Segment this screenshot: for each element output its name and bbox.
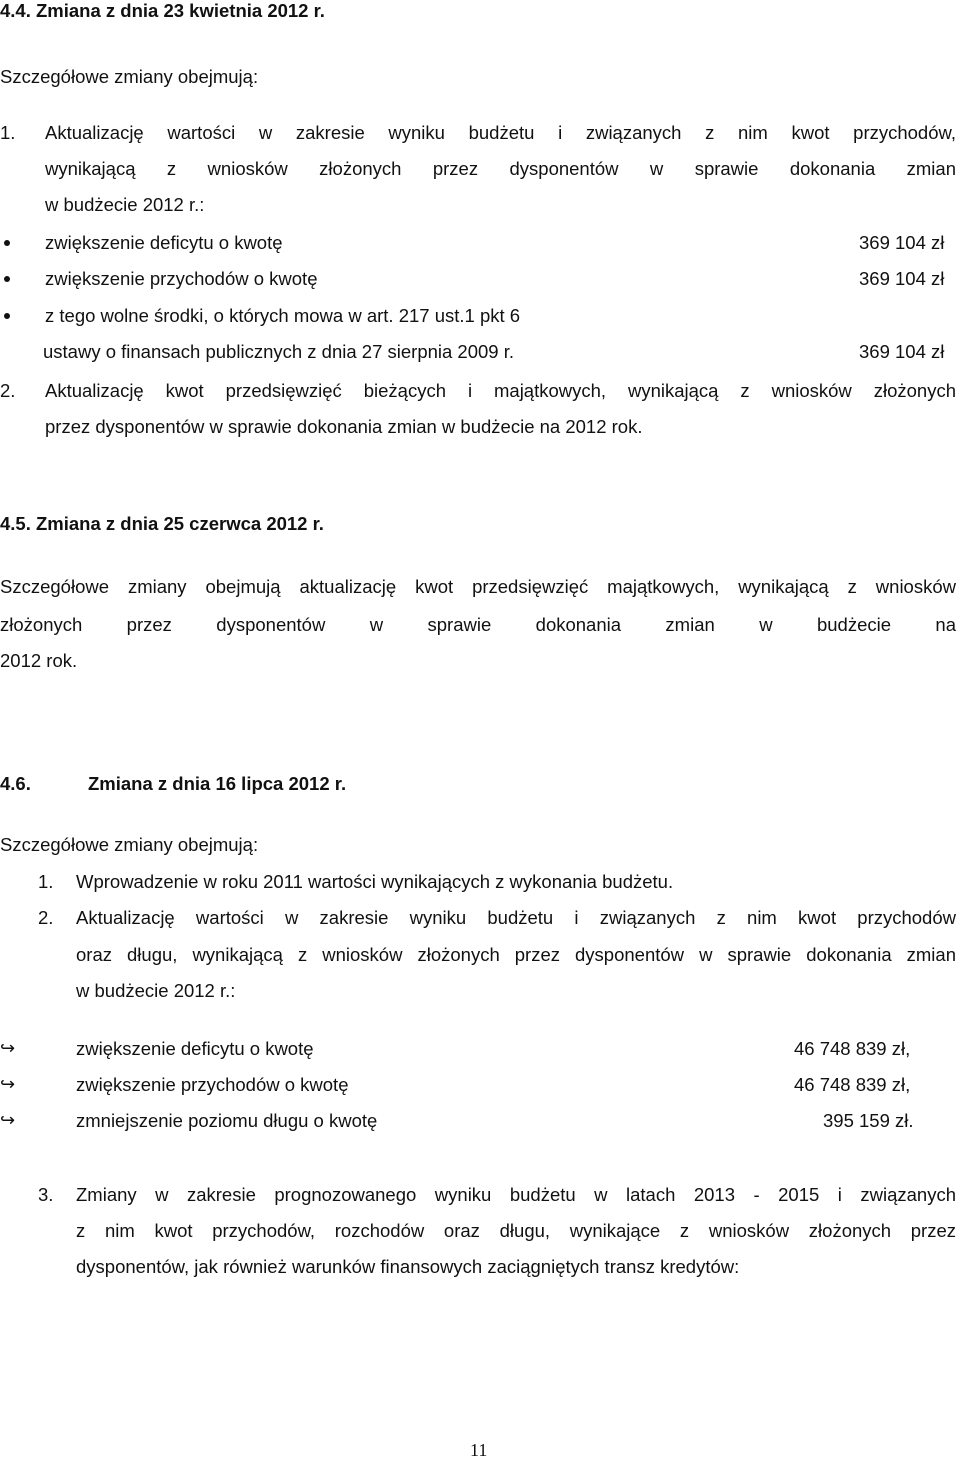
item-number: 1.	[0, 122, 16, 143]
bullet-amount: 369 104 zł	[859, 232, 945, 253]
paragraph-line: Aktualizację wartości w zakresie wyniku budżetu i związanych z nim kwot przychodów,	[45, 122, 956, 143]
section-heading-4-4: 4.4. Zmiana z dnia 23 kwietnia 2012 r.	[0, 0, 325, 21]
paragraph-line: dysponentów, jak również warunków finansowych zaciągniętych transz kredytów:	[76, 1256, 740, 1277]
arrow-item-amount: 46 748 839 zł,	[794, 1074, 911, 1095]
section-heading-4-5: 4.5. Zmiana z dnia 25 czerwca 2012 r.	[0, 513, 324, 534]
paragraph-line: w budżecie 2012 r.:	[45, 194, 205, 215]
bullet-label: zwiększenie deficytu o kwotę	[45, 232, 283, 253]
arrow-item-label: zwiększenie deficytu o kwotę	[76, 1038, 314, 1059]
section-heading-4-6: Zmiana z dnia 16 lipca 2012 r.	[88, 773, 347, 794]
arrow-icon: ↪	[0, 1110, 16, 1131]
bullet-amount: 369 104 zł	[859, 268, 945, 289]
arrow-item-amount: 395 159 zł.	[823, 1110, 914, 1131]
paragraph-line: w budżecie 2012 r.:	[76, 980, 236, 1001]
item-number: 1.	[38, 871, 54, 892]
paragraph-line: Aktualizację wartości w zakresie wyniku budżetu i związanych z nim kwot przychodów	[76, 907, 956, 928]
arrow-item-label: zmniejszenie poziomu długu o kwotę	[76, 1110, 378, 1131]
bullet-label: z tego wolne środki, o których mowa w art. 217 ust.1 pkt 6	[45, 305, 521, 326]
section-number-4-6: 4.6.	[0, 773, 31, 794]
paragraph-line: Wprowadzenie w roku 2011 wartości wynikających z wykonania budżetu.	[76, 871, 674, 892]
page-number: 11	[470, 1440, 488, 1460]
bullet-amount: 369 104 zł	[859, 341, 945, 362]
item-number: 2.	[0, 380, 16, 401]
bullet-icon	[4, 276, 10, 282]
bullet-icon	[4, 240, 10, 246]
section-intro-4-6: Szczegółowe zmiany obejmują:	[0, 834, 259, 855]
bullet-icon	[4, 313, 10, 319]
bullet-label-continued: ustawy o finansach publicznych z dnia 27 sierpnia 2009 r.	[43, 341, 515, 362]
paragraph-line: 2012 rok.	[0, 650, 78, 671]
paragraph-line: wynikającą z wniosków złożonych przez dysponentów w sprawie dokonania zmian	[45, 158, 956, 179]
arrow-icon: ↪	[0, 1038, 16, 1059]
arrow-item-label: zwiększenie przychodów o kwotę	[76, 1074, 349, 1095]
paragraph-line: oraz długu, wynikającą z wniosków złożonych przez dysponentów w sprawie dokonania zmian	[76, 944, 956, 965]
paragraph-line: Szczegółowe zmiany obejmują aktualizację kwot przedsięwzięć majątkowych, wynikającą z wniosków	[0, 576, 956, 597]
paragraph-line: z nim kwot przychodów, rozchodów oraz długu, wynikające z wniosków złożonych przez	[76, 1220, 956, 1241]
paragraph-line: przez dysponentów w sprawie dokonania zmian w budżecie na 2012 rok.	[45, 416, 643, 437]
section-intro-4-4: Szczegółowe zmiany obejmują:	[0, 66, 259, 87]
item-number: 3.	[38, 1184, 54, 1205]
paragraph-line: Zmiany w zakresie prognozowanego wyniku budżetu w latach 2013 - 2015 i związanych	[76, 1184, 956, 1205]
paragraph-line: Aktualizację kwot przedsięwzięć bieżących i majątkowych, wynikającą z wniosków złożonych	[45, 380, 956, 401]
paragraph-line: złożonych przez dysponentów w sprawie dokonania zmian w budżecie na	[0, 614, 956, 635]
item-number: 2.	[38, 907, 54, 928]
arrow-icon: ↪	[0, 1074, 16, 1095]
arrow-item-amount: 46 748 839 zł,	[794, 1038, 911, 1059]
bullet-label: zwiększenie przychodów o kwotę	[45, 268, 318, 289]
